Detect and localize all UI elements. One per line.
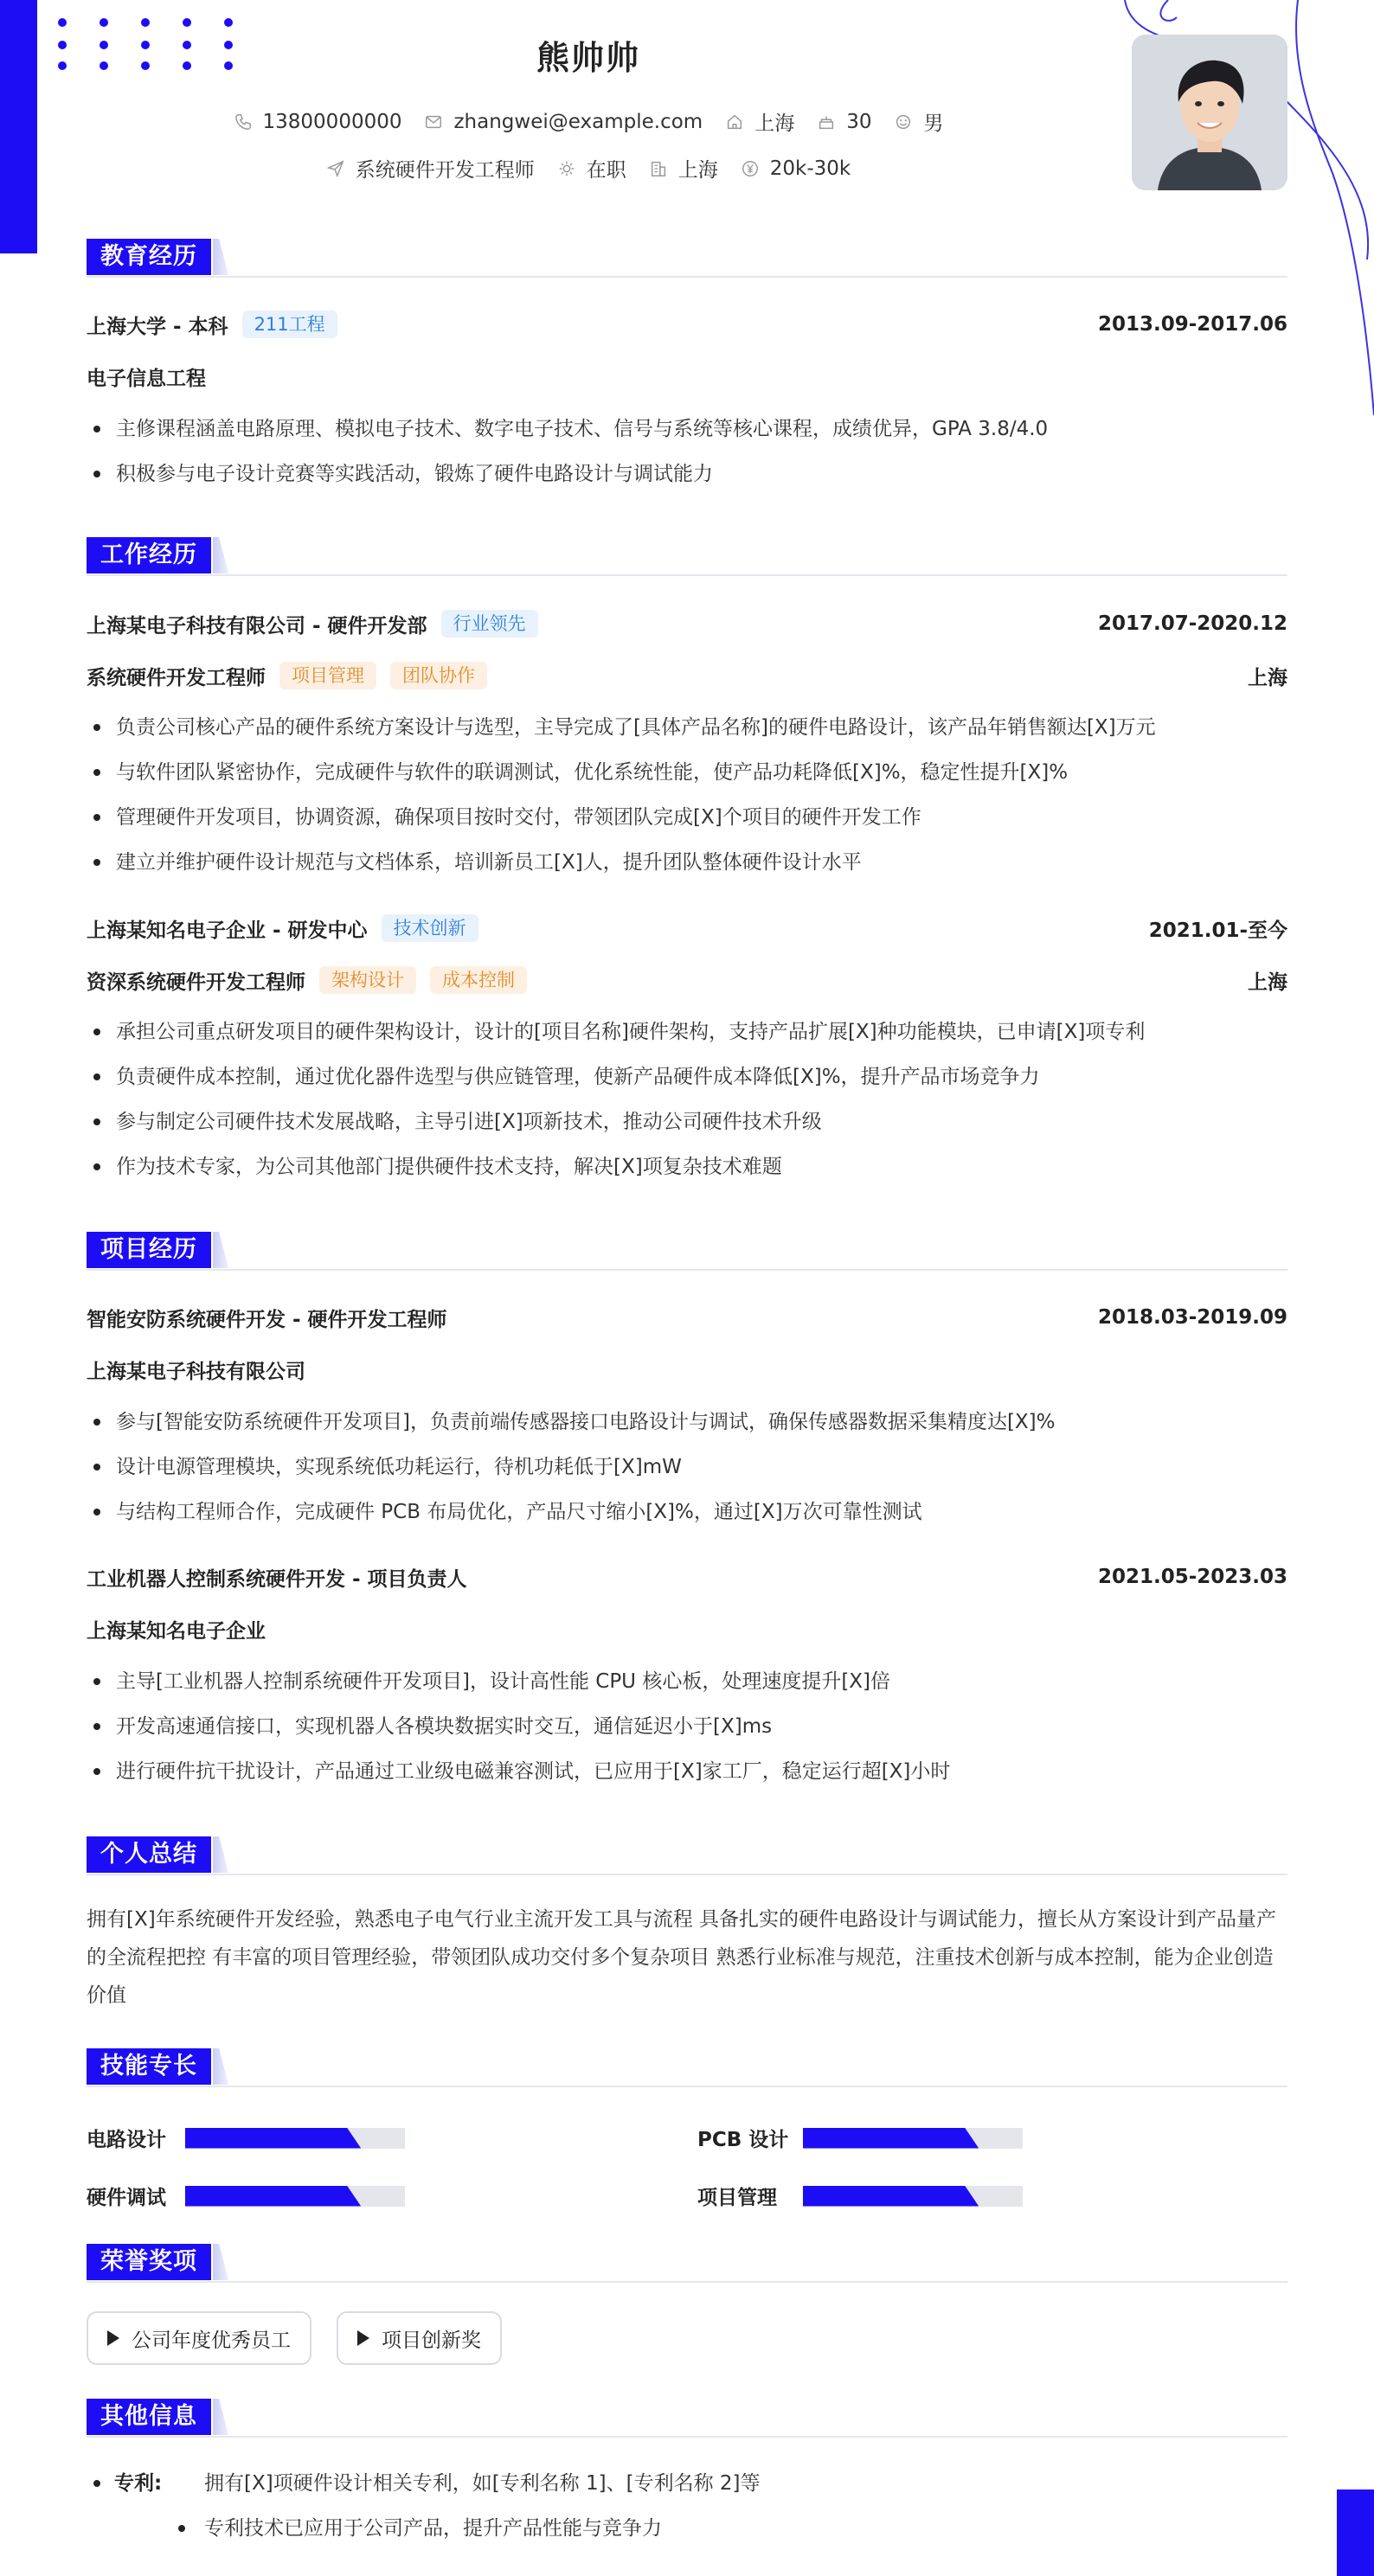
list-item: 积极参与电子设计竞赛等实践活动，锻炼了硬件电路设计与调试能力	[87, 452, 1287, 497]
paper-plane-icon	[326, 159, 345, 178]
patent-text: 专利技术已应用于公司产品，提升产品性能与竞争力	[204, 2517, 662, 2540]
project-period: 2018.03-2019.09	[1097, 1306, 1287, 1329]
section-divider	[87, 276, 1287, 278]
section-title-tail	[213, 1232, 228, 1268]
cake-icon	[817, 112, 836, 131]
list-item: 设计电源管理模块，实现系统低功耗运行，待机功耗低于[X]mW	[87, 1445, 1287, 1490]
job-bullets	[87, 705, 1287, 885]
job-role-row	[87, 661, 1287, 690]
project-title: 工业机器人控制系统硬件开发 - 项目负责人	[87, 1567, 467, 1591]
list-item: 与软件团队紧密协作，完成硬件与软件的联调测试，优化系统性能，使产品功耗降低[X]%，稳定性提升[X]%	[87, 750, 1287, 795]
play-icon	[357, 2330, 369, 2346]
skill-bar	[803, 2186, 1023, 2207]
avatar-photo	[1132, 35, 1287, 190]
section-divider	[87, 1269, 1287, 1271]
job-role: 资深系统硬件开发工程师	[87, 971, 305, 994]
summary-text: 拥有[X]年系统硬件开发经验，熟悉电子电气行业主流开发工具与流程 具备扎实的硬件电路设计与调试能力，擅长从方案设计到产品量产的全流程把控 有丰富的项目管理经验，带领团队成功交付多个复杂项目 熟悉行业标准与规范，注重技术创新与成本控制，能为企业创造价值	[87, 1908, 1277, 2007]
job-period: 2017.07-2020.12	[1097, 612, 1287, 635]
location-info	[725, 107, 794, 136]
gender-value: 男	[923, 112, 944, 135]
age-info	[817, 111, 871, 133]
skill-bar-fill	[803, 2186, 979, 2207]
list-item: 进行硬件抗干扰设计，产品通过工业级电磁兼容测试，已应用于[X]家工厂，稳定运行超[X]小时	[87, 1749, 1287, 1794]
contact-info	[0, 107, 1177, 136]
project-title: 智能安防系统硬件开发 - 硬件开发工程师	[87, 1308, 447, 1331]
section-divider	[87, 2086, 1287, 2087]
role-tag: 团队协作	[390, 662, 487, 689]
job-intention	[0, 154, 1177, 183]
skill-item	[87, 2182, 405, 2210]
project-bullets	[87, 1659, 1287, 1794]
location-value: 上海	[754, 112, 795, 135]
company-tag: 技术创新	[382, 914, 478, 942]
section-title: 荣誉奖项	[87, 2244, 211, 2280]
award-name: 项目创新奖	[382, 2329, 481, 2352]
section-title: 技能专长	[87, 2048, 211, 2085]
list-item: 开发高速通信接口，实现机器人各模块数据实时交互，通信延迟小于[X]ms	[87, 1704, 1287, 1749]
list-item: 主修课程涵盖电路原理、模拟电子技术、数字电子技术、信号与系统等核心课程，成绩优异，GPA 3.8/4.0	[87, 407, 1287, 452]
avatar	[1132, 35, 1287, 190]
project-org: 上海某知名电子企业	[87, 1619, 266, 1643]
company-name: 上海某电子科技有限公司 - 硬件开发部	[87, 614, 427, 638]
section-title-tail	[213, 2244, 228, 2280]
award-item	[87, 2311, 311, 2365]
phone-number: 13800000000	[262, 110, 402, 133]
job-role-row	[87, 965, 1287, 995]
phone-info	[234, 111, 402, 133]
section-awards	[87, 2244, 1287, 2282]
section-title-tail	[213, 2048, 228, 2085]
project-org-row	[87, 1614, 1287, 1644]
gender-info	[894, 107, 943, 136]
section-work	[87, 537, 1287, 575]
skill-item	[697, 2182, 1023, 2210]
section-summary	[87, 1836, 1287, 1874]
home-icon	[725, 112, 744, 131]
project-header	[87, 1303, 1287, 1332]
phone-icon	[234, 112, 253, 131]
mail-icon	[424, 112, 443, 131]
list-item: 参与制定公司硬件技术发展战略，主导引进[X]项新技术，推动公司硬件技术升级	[87, 1099, 1287, 1144]
section-title-tail	[213, 1836, 228, 1873]
job-role: 系统硬件开发工程师	[87, 666, 266, 689]
patent-text: 拥有[X]项硬件设计相关专利，如[专利名称 1]、[专利名称 2]等	[204, 2472, 761, 2495]
job-title-info	[326, 154, 535, 183]
job-period: 2021.01-至今	[1148, 919, 1287, 942]
skill-item	[87, 2124, 405, 2152]
education-bullets	[87, 407, 1287, 497]
candidate-name: 熊帅帅	[536, 39, 640, 77]
education-major-row	[87, 362, 1287, 391]
list-item: 建立并维护硬件设计规范与文档体系，培训新员工[X]人，提升团队整体硬件设计水平	[87, 840, 1287, 885]
bullet-dot	[178, 2525, 185, 2532]
skill-bar	[185, 2186, 405, 2207]
job-title-value: 系统硬件开发工程师	[355, 159, 535, 182]
job-bullets	[87, 1009, 1287, 1189]
list-item: 负责硬件成本控制，通过优化器件选型与供应链管理，使新产品硬件成本降低[X]%，提升产品市场竞争力	[87, 1054, 1287, 1099]
section-divider	[87, 2436, 1287, 2438]
skill-name: PCB 设计	[697, 2129, 789, 2151]
skill-bar-fill	[185, 2186, 361, 2207]
list-item: 主导[工业机器人控制系统硬件开发项目]，设计高性能 CPU 核心板，处理速度提升[X]倍	[87, 1659, 1287, 1704]
building-icon	[649, 159, 668, 178]
project-bullets	[87, 1400, 1287, 1535]
school-tag: 211工程	[242, 311, 337, 338]
skill-name: 项目管理	[697, 2187, 777, 2209]
list-item: 参与[智能安防系统硬件开发项目]，负责前端传感器接口电路设计与调试，确保传感器数据采集精度达[X]%	[87, 1400, 1287, 1445]
age-value: 30	[846, 110, 872, 133]
role-tag: 成本控制	[430, 966, 527, 994]
list-item: 与结构工程师合作，完成硬件 PCB 布局优化，产品尺寸缩小[X]%，通过[X]万次可靠性测试	[87, 1490, 1287, 1535]
skill-bar-fill	[185, 2128, 361, 2149]
skill-bar-fill	[803, 2128, 979, 2149]
award-name: 公司年度优秀员工	[132, 2329, 291, 2352]
list-item	[87, 2461, 1287, 2506]
job-city: 上海	[1248, 666, 1287, 689]
skill-bar	[185, 2128, 405, 2149]
skill-bar	[803, 2128, 1023, 2149]
email-info	[424, 111, 703, 133]
project-org: 上海某电子科技有限公司	[87, 1360, 305, 1383]
major: 电子信息工程	[87, 367, 206, 390]
section-divider	[87, 2281, 1287, 2283]
list-item: 负责公司核心产品的硬件系统方案设计与选型，主导完成了[具体产品名称]的硬件电路设计，该产品年销售额达[X]万元	[87, 705, 1287, 750]
section-title: 工作经历	[87, 537, 211, 574]
section-other	[87, 2399, 1287, 2437]
education-header	[87, 310, 1287, 339]
section-title: 项目经历	[87, 1232, 211, 1268]
section-title-tail	[213, 537, 228, 574]
company-name: 上海某知名电子企业 - 研发中心	[87, 919, 368, 942]
list-item: 管理硬件开发项目，协调资源，确保项目按时交付，带领团队完成[X]个项目的硬件开发工作	[87, 795, 1287, 840]
skill-item	[697, 2124, 1023, 2152]
salary-value: 20k-30k	[769, 157, 851, 180]
award-item	[337, 2311, 502, 2365]
section-title-tail	[213, 2399, 228, 2435]
section-skills	[87, 2048, 1287, 2086]
section-title: 个人总结	[87, 1836, 211, 1873]
section-divider	[87, 574, 1287, 576]
section-title-tail	[213, 239, 228, 275]
section-title: 其他信息	[87, 2399, 211, 2435]
yen-icon	[741, 159, 760, 178]
status-value: 在职	[586, 159, 626, 182]
project-header	[87, 1562, 1287, 1592]
patent-label: 专利:	[114, 2472, 163, 2495]
project-period: 2021.05-2023.03	[1097, 1566, 1287, 1588]
bullet-dot	[93, 2480, 100, 2487]
job-header	[87, 609, 1287, 638]
list-item: 承担公司重点研发项目的硬件架构设计，设计的[项目名称]硬件架构，支持产品扩展[X]种功能模块，已申请[X]项专利	[87, 1009, 1287, 1054]
target-city-value: 上海	[677, 159, 718, 182]
job-header	[87, 913, 1287, 943]
company-tag: 行业领先	[441, 610, 538, 638]
other-info	[87, 2461, 1287, 2551]
skill-name: 电路设计	[87, 2129, 166, 2151]
role-tag: 架构设计	[319, 966, 416, 994]
email-address: zhangwei@example.com	[453, 110, 703, 133]
section-education	[87, 239, 1287, 277]
education-period: 2013.09-2017.06	[1097, 313, 1287, 336]
school-name: 上海大学 - 本科	[87, 315, 228, 338]
project-org-row	[87, 1355, 1287, 1384]
skill-name: 硬件调试	[87, 2187, 166, 2209]
section-projects	[87, 1232, 1287, 1270]
job-city: 上海	[1248, 971, 1287, 994]
section-divider	[87, 1874, 1287, 1875]
role-tag: 项目管理	[279, 662, 376, 689]
salary-info	[741, 157, 851, 180]
status-icon	[557, 159, 576, 178]
accent-bar	[1337, 2489, 1374, 2576]
section-title: 教育经历	[87, 239, 211, 275]
play-icon	[107, 2330, 119, 2346]
gender-icon	[894, 112, 913, 131]
status-info	[557, 154, 626, 183]
list-item	[87, 2506, 1287, 2551]
list-item: 作为技术专家，为公司其他部门提供硬件技术支持，解决[X]项复杂技术难题	[87, 1144, 1287, 1189]
target-city-info	[649, 154, 718, 183]
